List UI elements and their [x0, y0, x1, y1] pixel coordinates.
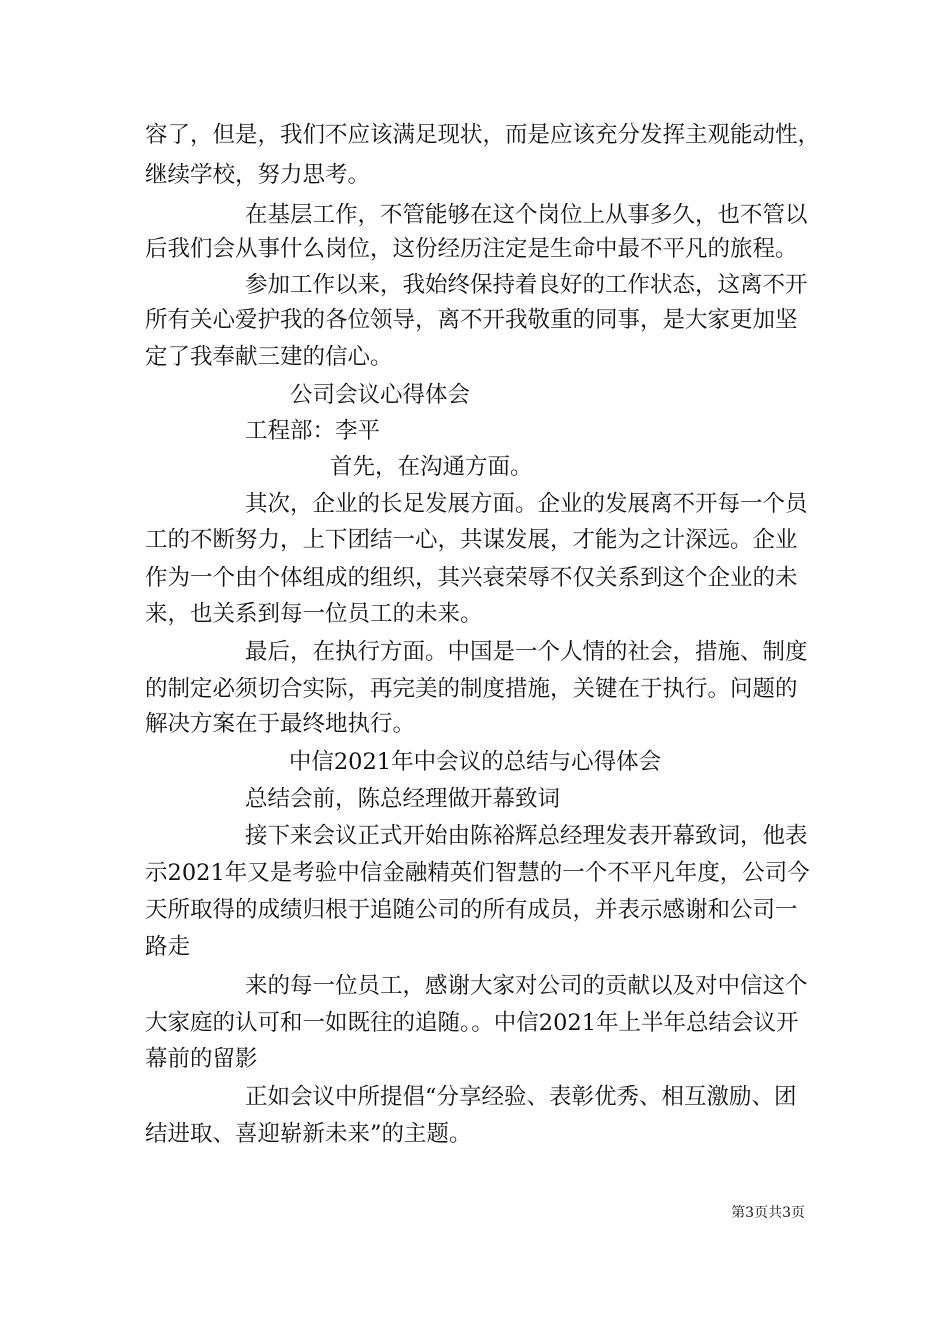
body-text-line: 总结会前，陈总经理做开幕致词: [245, 786, 561, 812]
body-text-line: 容了，但是，我们不应该满足现状，而是应该充分发挥主观能动性，: [145, 122, 821, 148]
body-text-line: 来，也关系到每一位员工的未来。: [145, 601, 483, 627]
section-heading: 公司会议心得体会: [290, 382, 471, 408]
body-text-line: 路走: [145, 934, 191, 960]
body-text-line: 工的不断努力，上下团结一心，共谋发展，才能为之计深远。企业: [145, 527, 798, 553]
section-heading: 中信2021年中会议的总结与心得体会: [288, 749, 662, 775]
body-text-line: 天所取得的成绩归根于追随公司的所有成员，并表示感谢和公司一: [145, 897, 798, 923]
body-text-line: 继续学校，努力思考。: [145, 162, 371, 188]
body-text-line: 其次，企业的长足发展方面。企业的发展离不开每一个员: [245, 491, 808, 517]
body-text-line: 的制定必须切合实际，再完美的制度措施，关键在于执行。问题的: [145, 676, 798, 702]
author-line: 工程部：李平: [245, 418, 381, 444]
body-text-line: 解决方案在于最终地执行。: [145, 711, 416, 737]
body-text-line: 幕前的留影: [145, 1046, 258, 1072]
body-text-line: 结进取、喜迎崭新未来”的主题。: [145, 1121, 472, 1147]
body-text-line: 首先，在沟通方面。: [330, 454, 533, 480]
body-text-line: 后我们会从事什么岗位，这份经历注定是生命中最不平凡的旅程。: [145, 236, 798, 262]
body-text-line: 定了我奉献三建的信心。: [145, 344, 393, 370]
page-number: 第3页共3页: [731, 1205, 805, 1221]
body-text-line: 正如会议中所提倡“分享经验、表彰优秀、相互激励、团: [245, 1084, 797, 1110]
body-text-line: 最后，在执行方面。中国是一个人情的社会，措施、制度: [245, 639, 808, 665]
body-text-line: 来的每一位员工，感谢大家对公司的贡献以及对中信这个: [245, 973, 808, 999]
body-text-line: 所有关心爱护我的各位领导，离不开我敬重的同事，是大家更加坚: [145, 307, 798, 333]
body-text-line: 接下来会议正式开始由陈裕辉总经理发表开幕致词，他表: [245, 823, 808, 849]
body-text-line: 作为一个由个体组成的组织，其兴衰荣辱不仅关系到这个企业的未: [145, 565, 798, 591]
body-text-line: 参加工作以来，我始终保持着良好的工作状态，这离不开: [245, 272, 808, 298]
body-text-line: 在基层工作，不管能够在这个岗位上从事多久，也不管以: [245, 202, 808, 228]
body-text-line: 大家庭的认可和一如既往的追随。。中信2021年上半年总结会议开: [145, 1010, 799, 1036]
body-text-line: 示2021年又是考验中信金融精英们智慧的一个不平凡年度，公司今: [145, 860, 810, 886]
